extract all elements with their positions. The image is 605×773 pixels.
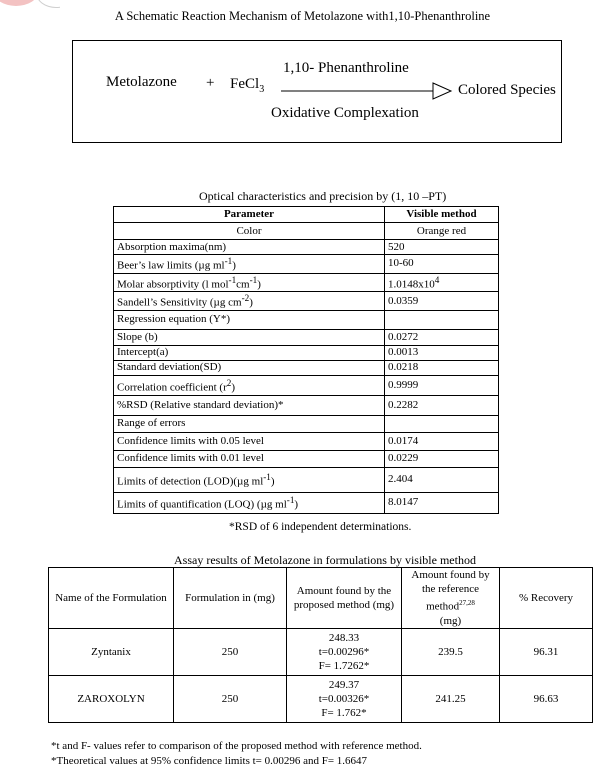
note-t-f-values: *t and F- values refer to comparison of the proposed method with reference method. xyxy=(51,740,422,752)
table1-value: 0.0013 xyxy=(385,345,499,360)
table2-cell-recovery: 96.31 xyxy=(500,628,593,675)
table1-header-parameter: Parameter xyxy=(114,207,385,223)
table1-value xyxy=(385,415,499,432)
reactant-fecl3: FeCl$_3$ xyxy=(230,76,265,95)
table1-param: Regression equation (Y*) xyxy=(114,310,385,329)
table1-value: 0.0174 xyxy=(385,432,499,450)
table1-value: 0.0359 xyxy=(385,292,499,311)
table2-header-found: Amount found by the proposed method (mg) xyxy=(287,568,402,629)
table1-param: Range of errors xyxy=(114,415,385,432)
table2-header-name: Name of the Formulation xyxy=(49,568,174,629)
table1-footnote: *RSD of 6 independent determinations. xyxy=(229,521,412,533)
arrow-label-top: 1,10- Phenanthroline xyxy=(283,60,409,76)
table2-header-reference: Amount found by the reference method$^{27,28}$ (mg) xyxy=(402,568,500,629)
table2-cell-name: ZAROXOLYN xyxy=(49,675,174,722)
table1-param: Confidence limits with 0.01 level xyxy=(114,450,385,467)
table1-value: 2.404 xyxy=(385,467,499,492)
table1-color-value: Orange red xyxy=(385,223,499,240)
table1-param: Confidence limits with 0.05 level xyxy=(114,432,385,450)
table1-value: 0.0218 xyxy=(385,360,499,375)
plus-sign: + xyxy=(206,75,215,91)
corner-decoration xyxy=(0,0,60,8)
table1-param: Beer’s law limits (µg $ml^{-1}$) xyxy=(114,255,385,274)
reactant-metolazone: Metolazone xyxy=(106,74,177,90)
table1-value xyxy=(385,310,499,329)
table1-value: 0.0229 xyxy=(385,450,499,467)
table1-param: Correlation coefficient $(r^2)$ xyxy=(114,375,385,395)
reaction-arrow-icon xyxy=(281,82,453,100)
table1-param: %RSD (Relative standard deviation)* xyxy=(114,395,385,415)
table1-param: Molar absorptivity (l $mol^{-1}cm^{-1}$) xyxy=(114,273,385,292)
scheme-title: A Schematic Reaction Mechanism of Metolazone with1,10-Phenanthroline xyxy=(114,9,491,23)
table1-param: Limits of quantification (LOQ) (µg $ml^{-1}$) xyxy=(114,492,385,513)
table2-cell-reference: 241.25 xyxy=(402,675,500,722)
table1-value: 0.2282 xyxy=(385,395,499,415)
table2-header-recovery: % Recovery xyxy=(500,568,593,629)
table1-param: Absorption maxima(nm) xyxy=(114,240,385,255)
table2-header-formulation: Formulation in (mg) xyxy=(174,568,287,629)
optical-characteristics-table xyxy=(113,206,499,514)
table2-title: Assay results of Metolazone in formulations by visible method xyxy=(174,553,476,567)
table1-value: 8.0147 xyxy=(385,492,499,513)
table1-param: Sandell’s Sensitivity (µg $cm^{-2}$) xyxy=(114,292,385,311)
table1-value: $1.0148x10^4$ xyxy=(385,273,499,292)
table1-title: Optical characteristics and precision by (1, 10 –PT) xyxy=(199,189,447,203)
table1-param: Intercept(a) xyxy=(114,345,385,360)
reaction-scheme-box xyxy=(72,40,562,143)
table2-cell-reference: 239.5 xyxy=(402,628,500,675)
table1-value: 0.9999 xyxy=(385,375,499,395)
table1-color-label: Color xyxy=(114,223,385,240)
table2-cell-found: 248.33 t=0.00296* F= 1.7262* xyxy=(287,628,402,675)
table1-value: 10-60 xyxy=(385,255,499,274)
table1-value: 520 xyxy=(385,240,499,255)
table2-cell-name: Zyntanix xyxy=(49,628,174,675)
table2-cell-recovery: 96.63 xyxy=(500,675,593,722)
table1-param: Slope (b) xyxy=(114,329,385,345)
table1-param: Standard deviation(SD) xyxy=(114,360,385,375)
table1-param: Limits of detection (LOD)(µg $ml^{-1}$) xyxy=(114,467,385,492)
arrow-label-bottom: Oxidative Complexation xyxy=(271,105,419,121)
table1-value: 0.0272 xyxy=(385,329,499,345)
product-colored-species: Colored Species xyxy=(458,82,556,98)
table1-header-method: Visible method xyxy=(385,207,499,223)
table2-cell-formulation: 250 xyxy=(174,675,287,722)
assay-results-table xyxy=(48,567,593,723)
note-theoretical-values: *Theoretical values at 95% confidence limits t= 0.00296 and F= 1.6647 xyxy=(51,755,368,767)
table2-cell-found: 249.37 t=0.00326* F= 1.762* xyxy=(287,675,402,722)
table2-cell-formulation: 250 xyxy=(174,628,287,675)
